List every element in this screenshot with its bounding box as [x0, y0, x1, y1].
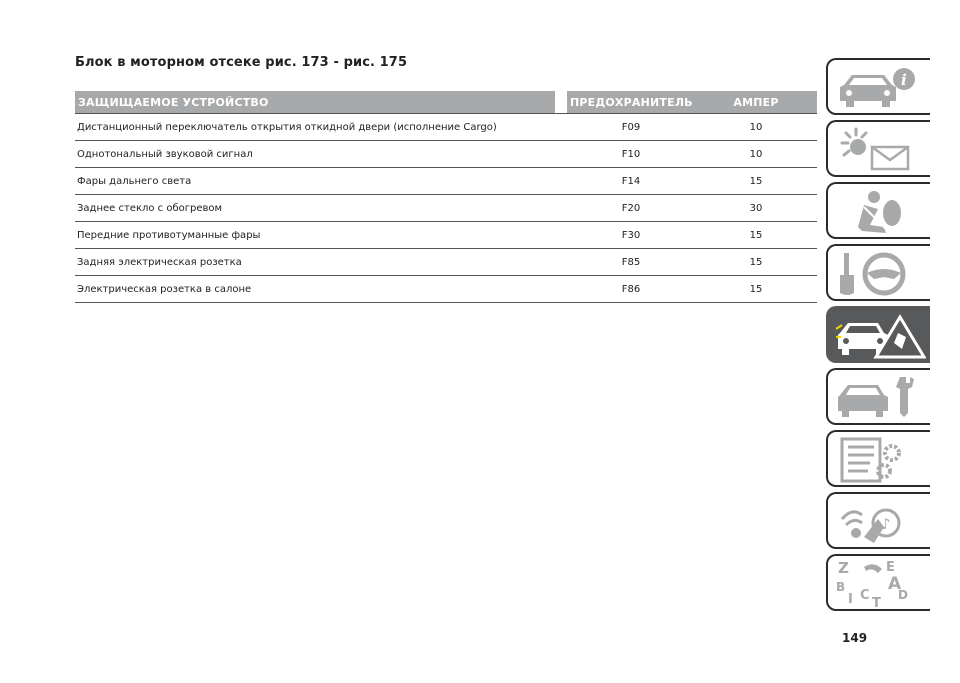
tab-warning-lights[interactable] — [826, 120, 930, 177]
tab-car-info[interactable] — [826, 58, 930, 115]
fuse-cell: F20 — [567, 195, 695, 222]
table-row — [75, 114, 817, 141]
table-header-row — [75, 91, 817, 114]
car-emergency-warning-icon — [834, 311, 926, 361]
device-cell: Электрическая розетка в салоне — [75, 276, 555, 303]
alphabetical-index-icon — [834, 559, 926, 609]
device-cell: Передние противотуманные фары — [75, 222, 555, 249]
svg-text:♪: ♪ — [881, 515, 891, 533]
technical-data-icon — [834, 435, 926, 485]
ampere-cell: 10 — [695, 141, 817, 168]
fuse-cell: F09 — [567, 114, 695, 141]
fuse-cell: F85 — [567, 249, 695, 276]
warning-lights-message-icon — [834, 125, 926, 175]
device-cell: Дистанционный переключатель открытия откидной двери (исполнение Cargo) — [75, 114, 555, 141]
table-row — [75, 222, 817, 249]
tab-safety[interactable] — [826, 182, 930, 239]
ampere-cell: 15 — [695, 276, 817, 303]
section-title: Блок в моторном отсеке рис. 173 - рис. 175 — [75, 55, 408, 70]
index-letter: C — [860, 588, 870, 603]
car-maintenance-icon — [834, 373, 926, 423]
device-cell: Фары дальнего света — [75, 168, 555, 195]
ampere-cell: 15 — [695, 249, 817, 276]
airbag-seat-icon — [834, 187, 926, 237]
index-letter: I — [848, 592, 853, 607]
page-number: 149 — [842, 631, 868, 645]
table-row — [75, 168, 817, 195]
table-row — [75, 249, 817, 276]
fuse-cell: F14 — [567, 168, 695, 195]
fuse-cell: F86 — [567, 276, 695, 303]
tab-technical-data[interactable] — [826, 430, 930, 487]
ampere-cell: 30 — [695, 195, 817, 222]
index-letter: B — [836, 580, 846, 594]
ampere-cell: 10 — [695, 114, 817, 141]
header-ampere: АМПЕР — [695, 91, 817, 114]
table-row — [75, 141, 817, 168]
multimedia-icon — [834, 497, 926, 547]
car-info-icon — [834, 63, 926, 113]
index-letter: Z — [838, 559, 849, 577]
table-row — [75, 195, 817, 222]
fuse-cell: F30 — [567, 222, 695, 249]
header-protected-device: ЗАЩИЩАЕМОЕ УСТРОЙСТВО — [75, 91, 555, 114]
ampere-cell: 15 — [695, 222, 817, 249]
tab-emergency[interactable] — [826, 306, 930, 363]
header-fuse: ПРЕДОХРАНИТЕЛЬ — [567, 91, 695, 114]
tab-multimedia[interactable] — [826, 492, 930, 549]
fuse-table — [75, 91, 817, 303]
index-letter: D — [898, 588, 908, 602]
device-cell: Заднее стекло с обогревом — [75, 195, 555, 222]
key-steering-wheel-icon — [834, 249, 926, 299]
svg-text:i: i — [901, 71, 907, 89]
index-letter: E — [886, 560, 895, 575]
tab-index[interactable] — [826, 554, 930, 611]
table-row — [75, 276, 817, 303]
ampere-cell: 15 — [695, 168, 817, 195]
device-cell: Однотональный звуковой сигнал — [75, 141, 555, 168]
tab-starting-driving[interactable] — [826, 244, 930, 301]
index-letter: A — [888, 574, 902, 594]
fuse-cell: F10 — [567, 141, 695, 168]
device-cell: Задняя электрическая розетка — [75, 249, 555, 276]
tab-maintenance[interactable] — [826, 368, 930, 425]
index-letter: T — [872, 596, 881, 609]
